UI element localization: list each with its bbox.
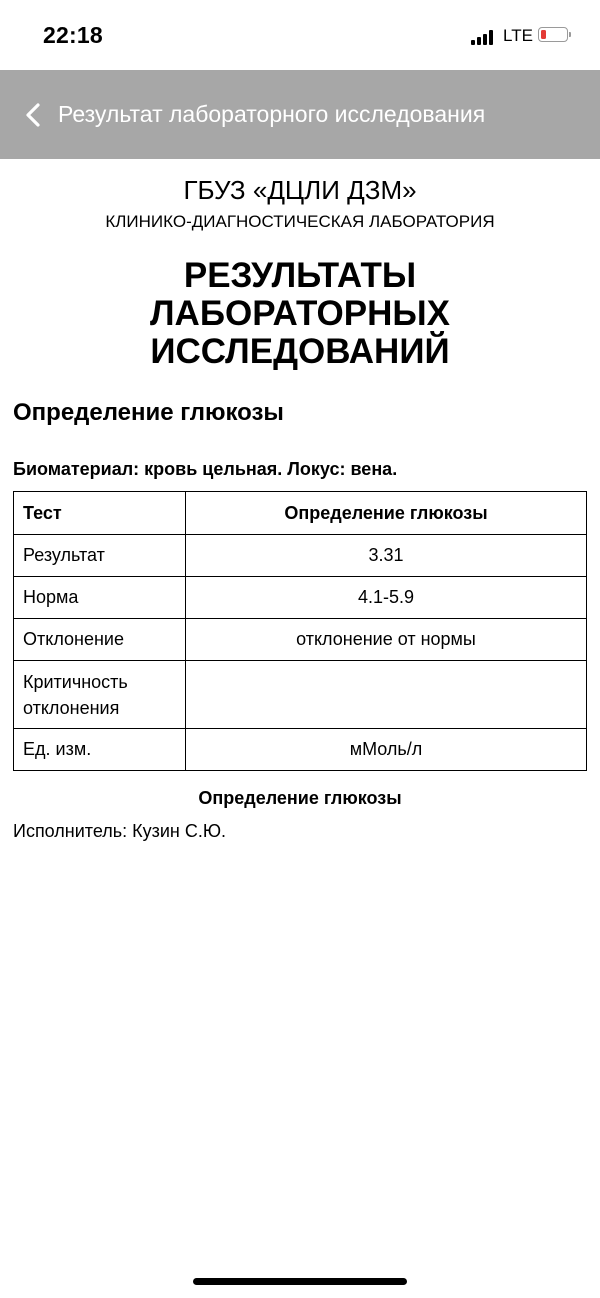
table-row — [14, 577, 587, 619]
table-row — [14, 619, 587, 661]
executor: Исполнитель: Кузин С.Ю. — [13, 821, 227, 841]
table-header-label: Тест — [14, 492, 186, 535]
row-label: Норма — [14, 577, 186, 619]
nav-title: Результат лабораторного исследования — [58, 101, 486, 127]
chevron-left-icon[interactable] — [23, 102, 43, 128]
row-value: мМоль/л — [186, 729, 587, 771]
table-header-value: Определение глюкозы — [186, 492, 587, 535]
row-label: Отклонение — [14, 619, 186, 661]
row-label: Результат — [14, 535, 186, 577]
battery-icon — [538, 27, 571, 44]
table-row — [14, 661, 587, 729]
document-title-line: РЕЗУЛЬТАТЫ — [183, 256, 417, 295]
home-indicator[interactable] — [193, 1278, 407, 1285]
nav-bar — [0, 70, 600, 159]
section-title: Определение глюкозы — [13, 399, 284, 426]
cellular-signal-icon — [471, 30, 495, 45]
footer-test-name: Определение глюкозы — [198, 788, 402, 808]
row-value: 3.31 — [186, 535, 587, 577]
row-value — [186, 661, 587, 729]
org-name: ГБУЗ «ДЦЛИ ДЗМ» — [183, 175, 417, 205]
row-label: Ед. изм. — [14, 729, 186, 771]
network-type: LTE — [503, 26, 533, 45]
table-header-row — [14, 492, 587, 535]
document-title-line: ЛАБОРАТОРНЫХ — [150, 294, 450, 333]
document-title — [0, 257, 600, 371]
document-title-line: ИССЛЕДОВАНИЙ — [150, 332, 450, 371]
biomaterial-info: Биоматериал: кровь цельная. Локус: вена. — [13, 459, 398, 479]
org-subtitle: КЛИНИКО-ДИАГНОСТИЧЕСКАЯ ЛАБОРАТОРИЯ — [105, 212, 495, 231]
status-bar — [0, 0, 600, 70]
row-label: Критичность отклонения — [14, 661, 186, 729]
table-row — [14, 535, 587, 577]
battery-level — [541, 30, 546, 39]
results-table — [13, 491, 587, 771]
status-time: 22:18 — [43, 22, 103, 48]
row-value: отклонение от нормы — [186, 619, 587, 661]
row-value: 4.1-5.9 — [186, 577, 587, 619]
table-row — [14, 729, 587, 771]
